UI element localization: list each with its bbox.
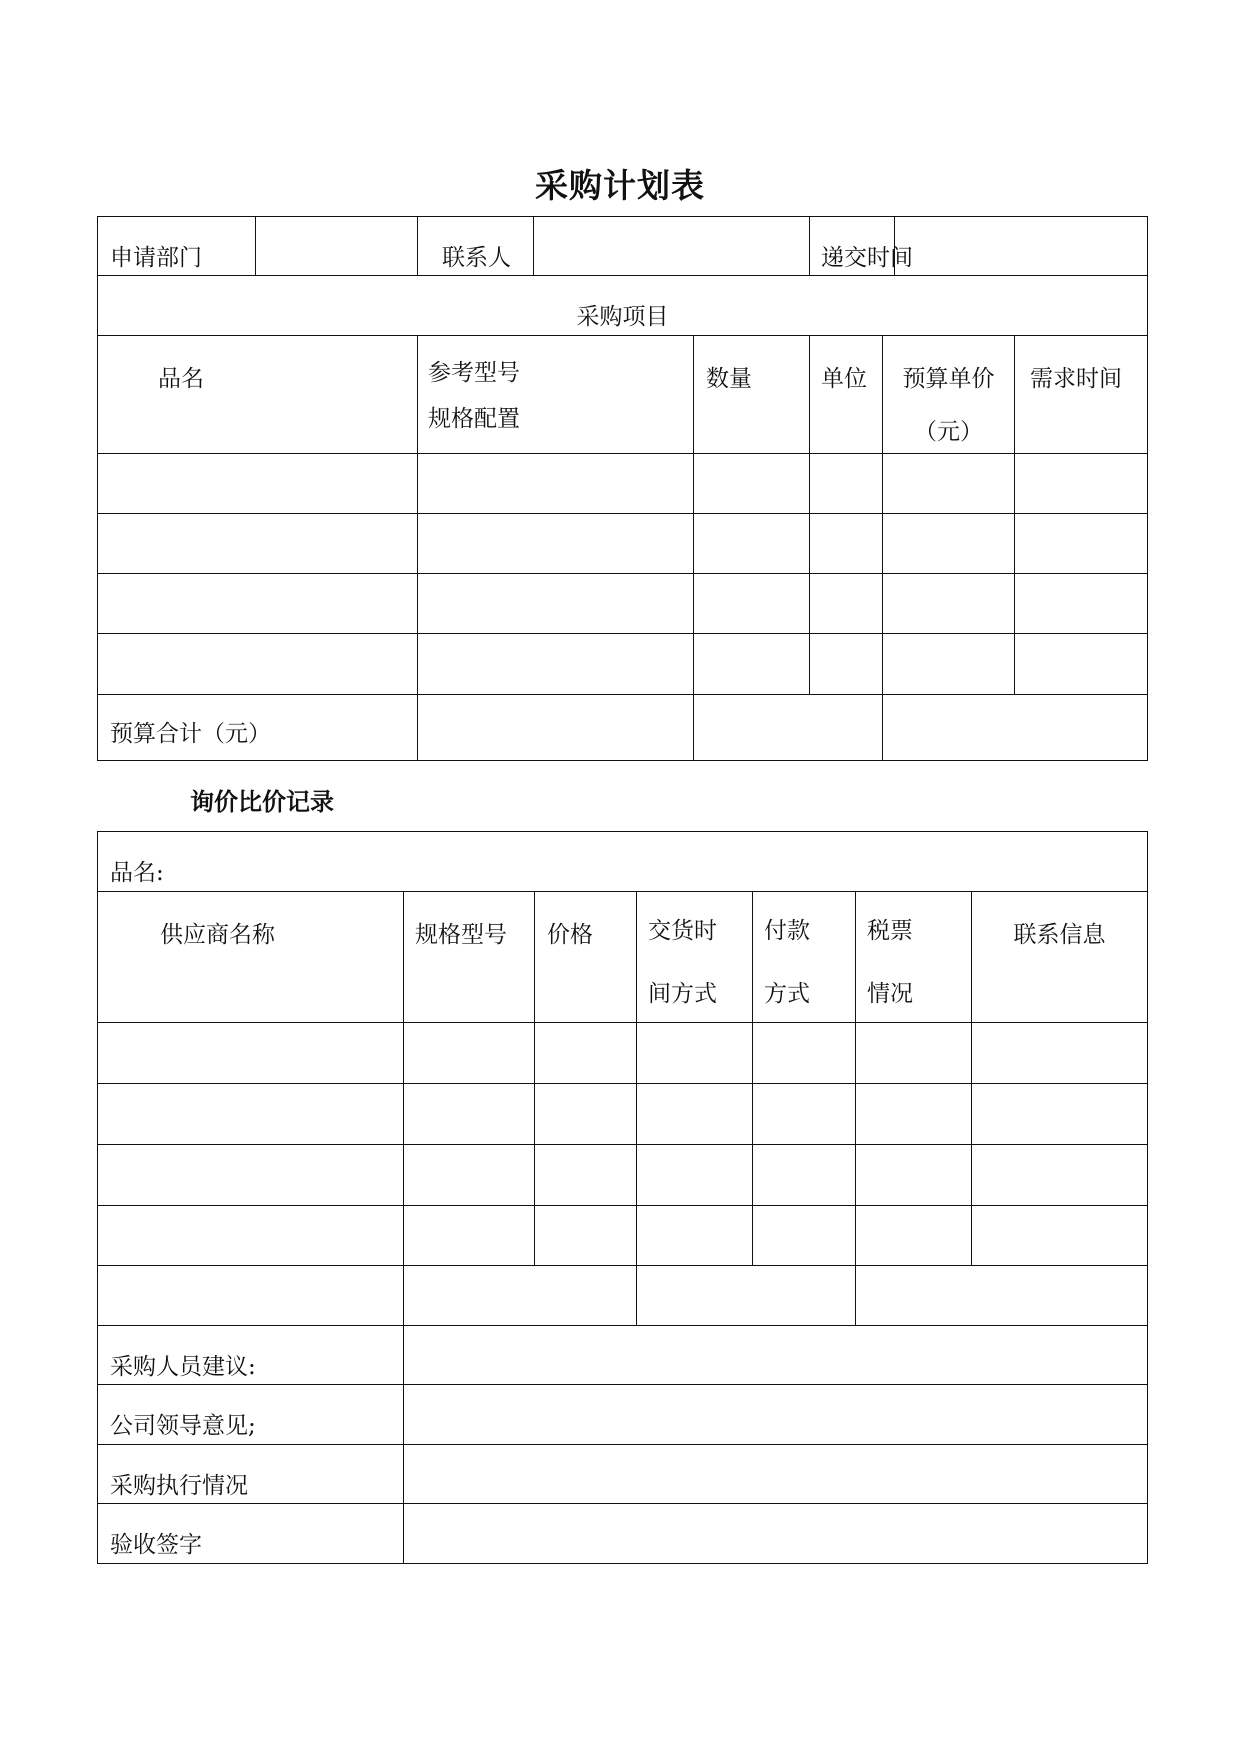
- plan-cell-unit[interactable]: [810, 454, 883, 514]
- summary-cell-2[interactable]: [404, 1266, 637, 1326]
- section-label: 采购项目: [576, 304, 669, 330]
- inquiry-row: [98, 1023, 1148, 1084]
- leader-label: 公司领导意见;: [110, 1413, 256, 1439]
- col-model-cell: [418, 336, 694, 454]
- inquiry-cell-delivery[interactable]: [637, 1084, 753, 1145]
- inquiry-cell-payment[interactable]: [753, 1145, 856, 1206]
- inquiry-cell-spec[interactable]: [404, 1145, 535, 1206]
- plan-row: [98, 514, 1148, 574]
- dept-label-cell: [98, 217, 256, 276]
- plan-cell-model[interactable]: [418, 454, 694, 514]
- plan-cell-price[interactable]: [883, 454, 1015, 514]
- col-supplier-cell: [98, 892, 404, 1023]
- plan-row: [98, 454, 1148, 514]
- inquiry-cell-payment[interactable]: [753, 1084, 856, 1145]
- inquiry-cell-delivery[interactable]: [637, 1023, 753, 1084]
- acceptance-label: 验收签字: [110, 1532, 202, 1558]
- inquiry-cell-price[interactable]: [535, 1206, 637, 1266]
- suggestion-label: 采购人员建议:: [110, 1354, 256, 1380]
- inquiry-row: [98, 1206, 1148, 1266]
- inquiry-name-label: 品名:: [110, 860, 164, 886]
- inquiry-cell-supplier[interactable]: [98, 1023, 404, 1084]
- inquiry-cell-supplier[interactable]: [98, 1145, 404, 1206]
- col-need-time-cell: [1015, 336, 1148, 454]
- plan-cell-qty[interactable]: [694, 634, 810, 695]
- summary-cell-4[interactable]: [856, 1266, 1148, 1326]
- execution-label: 采购执行情况: [110, 1473, 248, 1499]
- plan-cell-unit[interactable]: [810, 634, 883, 695]
- plan-cell-price[interactable]: [883, 574, 1015, 634]
- plan-cell-qty[interactable]: [694, 574, 810, 634]
- plan-cell-need-time[interactable]: [1015, 454, 1148, 514]
- acceptance-label-cell: [98, 1504, 404, 1564]
- plan-cell-name[interactable]: [98, 514, 418, 574]
- col-unit: 单位: [821, 366, 867, 392]
- col-model-line2: 规格配置: [428, 406, 520, 432]
- total-label-cell: [98, 695, 418, 761]
- plan-cell-need-time[interactable]: [1015, 574, 1148, 634]
- plan-row: [98, 574, 1148, 634]
- col-unit-cell: [810, 336, 883, 454]
- col-payment-line2: 方式: [764, 981, 810, 1007]
- col-name: 品名: [158, 366, 204, 392]
- dept-value-cell[interactable]: [256, 217, 418, 276]
- plan-cell-model[interactable]: [418, 574, 694, 634]
- contact-label-cell: [418, 217, 534, 276]
- inquiry-cell-spec[interactable]: [404, 1206, 535, 1266]
- leader-value-cell[interactable]: [404, 1385, 1148, 1445]
- inquiry-cell-contact[interactable]: [972, 1084, 1148, 1145]
- col-price-cell: [883, 336, 1015, 454]
- page-title: 采购计划表: [535, 166, 705, 205]
- summary-cell-3[interactable]: [637, 1266, 856, 1326]
- inquiry-heading: 询价比价记录: [190, 788, 334, 816]
- plan-cell-need-time[interactable]: [1015, 514, 1148, 574]
- inquiry-summary-row: [98, 1266, 1148, 1326]
- contact-value-cell[interactable]: [534, 217, 810, 276]
- plan-cell-price[interactable]: [883, 514, 1015, 574]
- dept-label: 申请部门: [110, 245, 202, 271]
- section-label-cell: [98, 276, 1148, 336]
- plan-cell-name[interactable]: [98, 454, 418, 514]
- execution-value-cell[interactable]: [404, 1445, 1148, 1504]
- col-need-time: 需求时间: [1030, 366, 1122, 392]
- inquiry-cell-invoice[interactable]: [856, 1145, 972, 1206]
- col-spec-cell: [404, 892, 535, 1023]
- inquiry-cell-delivery[interactable]: [637, 1206, 753, 1266]
- submit-time-value-cell[interactable]: [895, 217, 1148, 276]
- inquiry-name-cell[interactable]: [98, 832, 1148, 892]
- inquiry-cell-contact[interactable]: [972, 1206, 1148, 1266]
- inquiry-cell-price[interactable]: [535, 1023, 637, 1084]
- inquiry-cell-invoice[interactable]: [856, 1206, 972, 1266]
- contact-label: 联系人: [442, 245, 511, 271]
- plan-cell-unit[interactable]: [810, 514, 883, 574]
- suggestion-label-cell: [98, 1326, 404, 1385]
- suggestion-value-cell[interactable]: [404, 1326, 1148, 1385]
- col-delivery-cell: [637, 892, 753, 1023]
- inquiry-row: [98, 1084, 1148, 1145]
- plan-row: [98, 634, 1148, 695]
- inquiry-cell-spec[interactable]: [404, 1084, 535, 1145]
- col-invoice-line2: 情况: [867, 981, 913, 1007]
- inquiry-cell-delivery[interactable]: [637, 1145, 753, 1206]
- col-price: 价格: [547, 922, 593, 948]
- col-contact-cell: [972, 892, 1148, 1023]
- plan-cell-price[interactable]: [883, 634, 1015, 695]
- col-price-line2: （元）: [914, 419, 983, 445]
- col-payment-line1: 付款: [764, 918, 810, 944]
- submit-time-label: 递交时间: [821, 245, 913, 271]
- plan-cell-need-time[interactable]: [1015, 634, 1148, 695]
- col-payment-cell: [753, 892, 856, 1023]
- inquiry-cell-supplier[interactable]: [98, 1206, 404, 1266]
- col-supplier: 供应商名称: [160, 922, 275, 948]
- inquiry-cell-payment[interactable]: [753, 1023, 856, 1084]
- plan-cell-model[interactable]: [418, 514, 694, 574]
- col-spec: 规格型号: [415, 922, 507, 948]
- submit-time-label-cell: [810, 217, 913, 276]
- purchase-plan-table: [97, 216, 1148, 761]
- col-price-line1: 预算单价: [902, 366, 995, 392]
- col-model-line1: 参考型号: [428, 360, 520, 386]
- total-label: 预算合计（元）: [110, 721, 271, 747]
- plan-cell-qty[interactable]: [694, 454, 810, 514]
- total-value-cell-3[interactable]: [883, 695, 1148, 761]
- col-invoice-line1: 税票: [867, 918, 913, 944]
- inquiry-cell-contact[interactable]: [972, 1023, 1148, 1084]
- inquiry-cell-payment[interactable]: [753, 1206, 856, 1266]
- inquiry-cell-price[interactable]: [535, 1084, 637, 1145]
- col-price-cell: [535, 892, 637, 1023]
- col-qty-cell: [694, 336, 810, 454]
- plan-cell-unit[interactable]: [810, 574, 883, 634]
- col-delivery-line2: 间方式: [648, 981, 717, 1007]
- plan-cell-model[interactable]: [418, 634, 694, 695]
- leader-label-cell: [98, 1385, 404, 1445]
- inquiry-cell-contact[interactable]: [972, 1145, 1148, 1206]
- col-name-cell: [98, 336, 418, 454]
- inquiry-cell-invoice[interactable]: [856, 1084, 972, 1145]
- plan-cell-name[interactable]: [98, 574, 418, 634]
- inquiry-row: [98, 1145, 1148, 1206]
- plan-cell-qty[interactable]: [694, 514, 810, 574]
- col-contact: 联系信息: [1013, 922, 1106, 948]
- total-value-cell-2[interactable]: [694, 695, 883, 761]
- acceptance-value-cell[interactable]: [404, 1504, 1148, 1564]
- inquiry-cell-supplier[interactable]: [98, 1084, 404, 1145]
- col-invoice-cell: [856, 892, 972, 1023]
- execution-label-cell: [98, 1445, 404, 1504]
- col-qty: 数量: [706, 366, 752, 392]
- inquiry-cell-price[interactable]: [535, 1145, 637, 1206]
- plan-cell-name[interactable]: [98, 634, 418, 695]
- inquiry-cell-invoice[interactable]: [856, 1023, 972, 1084]
- summary-cell-1[interactable]: [98, 1266, 404, 1326]
- inquiry-cell-spec[interactable]: [404, 1023, 535, 1084]
- col-delivery-line1: 交货时: [648, 918, 717, 944]
- total-value-cell[interactable]: [418, 695, 694, 761]
- inquiry-table: [97, 831, 1148, 1564]
